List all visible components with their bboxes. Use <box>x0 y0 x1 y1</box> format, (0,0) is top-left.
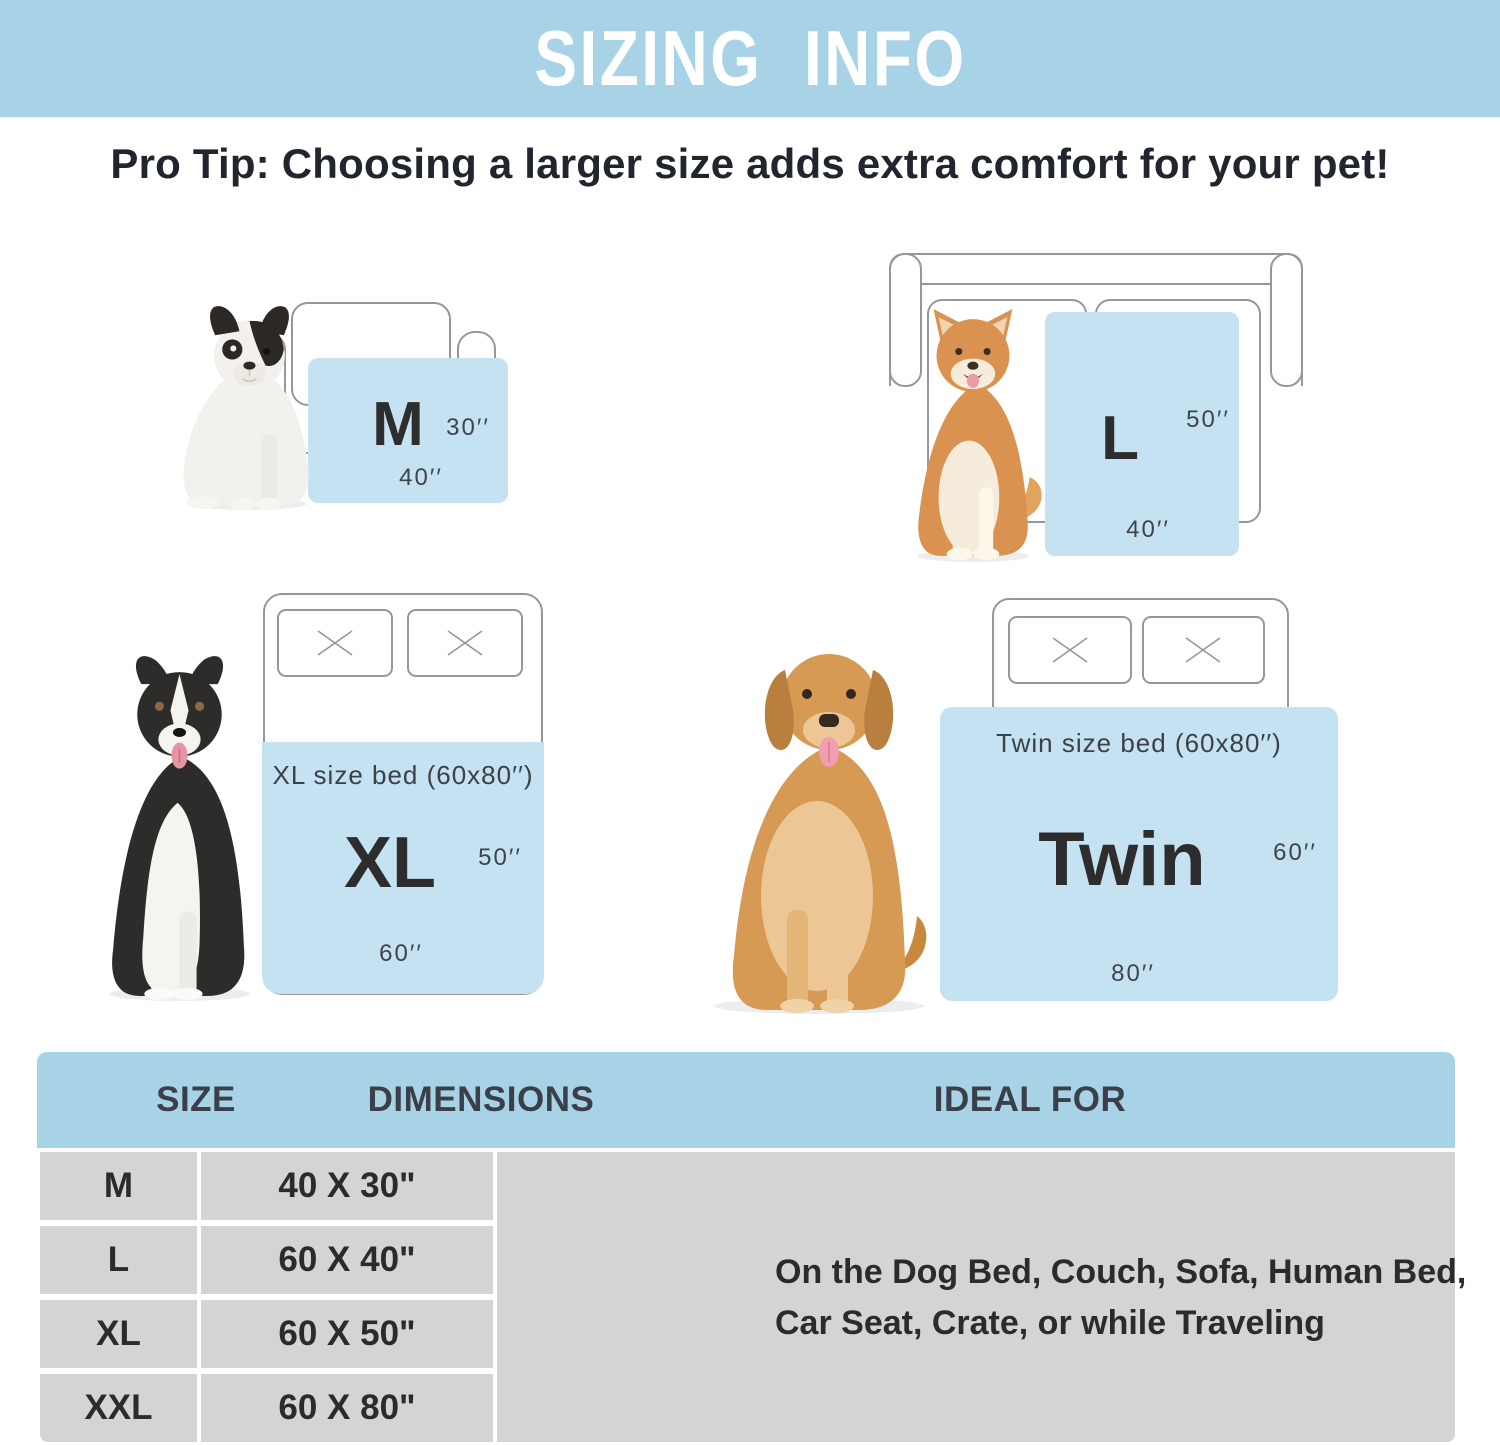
sizing-table <box>37 1052 1467 1442</box>
shiba-inu-photo <box>900 305 1052 563</box>
blanket-l-width-label: 40′′ <box>1126 516 1170 543</box>
ideal-for-cell <box>497 1152 1467 1442</box>
ideal-for-line-2: Car Seat, Crate, or while Traveling <box>775 1304 1325 1342</box>
blanket-twin-width-label: 80′′ <box>1111 960 1155 987</box>
golden-retriever-photo <box>678 638 970 1018</box>
table-row-xl-size: XL <box>40 1300 197 1368</box>
table-row-xxl-size: XXL <box>40 1374 197 1442</box>
sizing-table-header <box>37 1052 1455 1148</box>
page-title: SIZING INFO <box>533 14 967 102</box>
ideal-for-text <box>775 1247 1466 1349</box>
blanket-l-height-label: 50′′ <box>1186 406 1230 433</box>
table-row-m-size: M <box>40 1152 197 1220</box>
xl-bed-size-caption: XL size bed (60x80′′) <box>272 760 534 790</box>
table-row-l-dimensions: 60 X 40" <box>201 1226 493 1294</box>
border-collie-photo <box>88 652 276 1004</box>
blanket-m-width-label: 40′′ <box>399 464 443 491</box>
column-header-ideal-for: IDEAL FOR <box>933 1080 1127 1119</box>
blanket-m-height-label: 30′′ <box>446 414 490 441</box>
french-bulldog-photo <box>168 303 336 510</box>
table-row-l-size: L <box>40 1226 197 1294</box>
twin-bed-outline-icon <box>991 597 1290 723</box>
table-row-xl-dimensions: 60 X 50" <box>201 1300 493 1368</box>
table-row-xxl-dimensions: 60 X 80" <box>201 1374 493 1442</box>
blanket-m-size-label: M <box>372 390 424 459</box>
pro-tip-text: Pro Tip: Choosing a larger size adds extra comfort for your pet! <box>110 140 1390 187</box>
blanket-xl-size-label: XL <box>343 823 437 903</box>
blanket-xl-height-label: 50′′ <box>478 844 522 871</box>
blanket-l-size-label: L <box>1101 404 1139 473</box>
header-banner <box>0 0 1500 117</box>
twin-bed-size-caption: Twin size bed (60x80′′) <box>996 728 1282 758</box>
blanket-twin-height-label: 60′′ <box>1273 839 1317 866</box>
column-header-dimensions: DIMENSIONS <box>367 1080 595 1119</box>
ideal-for-line-1: On the Dog Bed, Couch, Sofa, Human Bed, <box>775 1253 1467 1291</box>
table-row-m-dimensions: 40 X 30" <box>201 1152 493 1220</box>
blanket-twin-size-label: Twin <box>1038 817 1206 902</box>
blanket-xl-width-label: 60′′ <box>379 940 423 967</box>
column-header-size: SIZE <box>156 1080 236 1119</box>
